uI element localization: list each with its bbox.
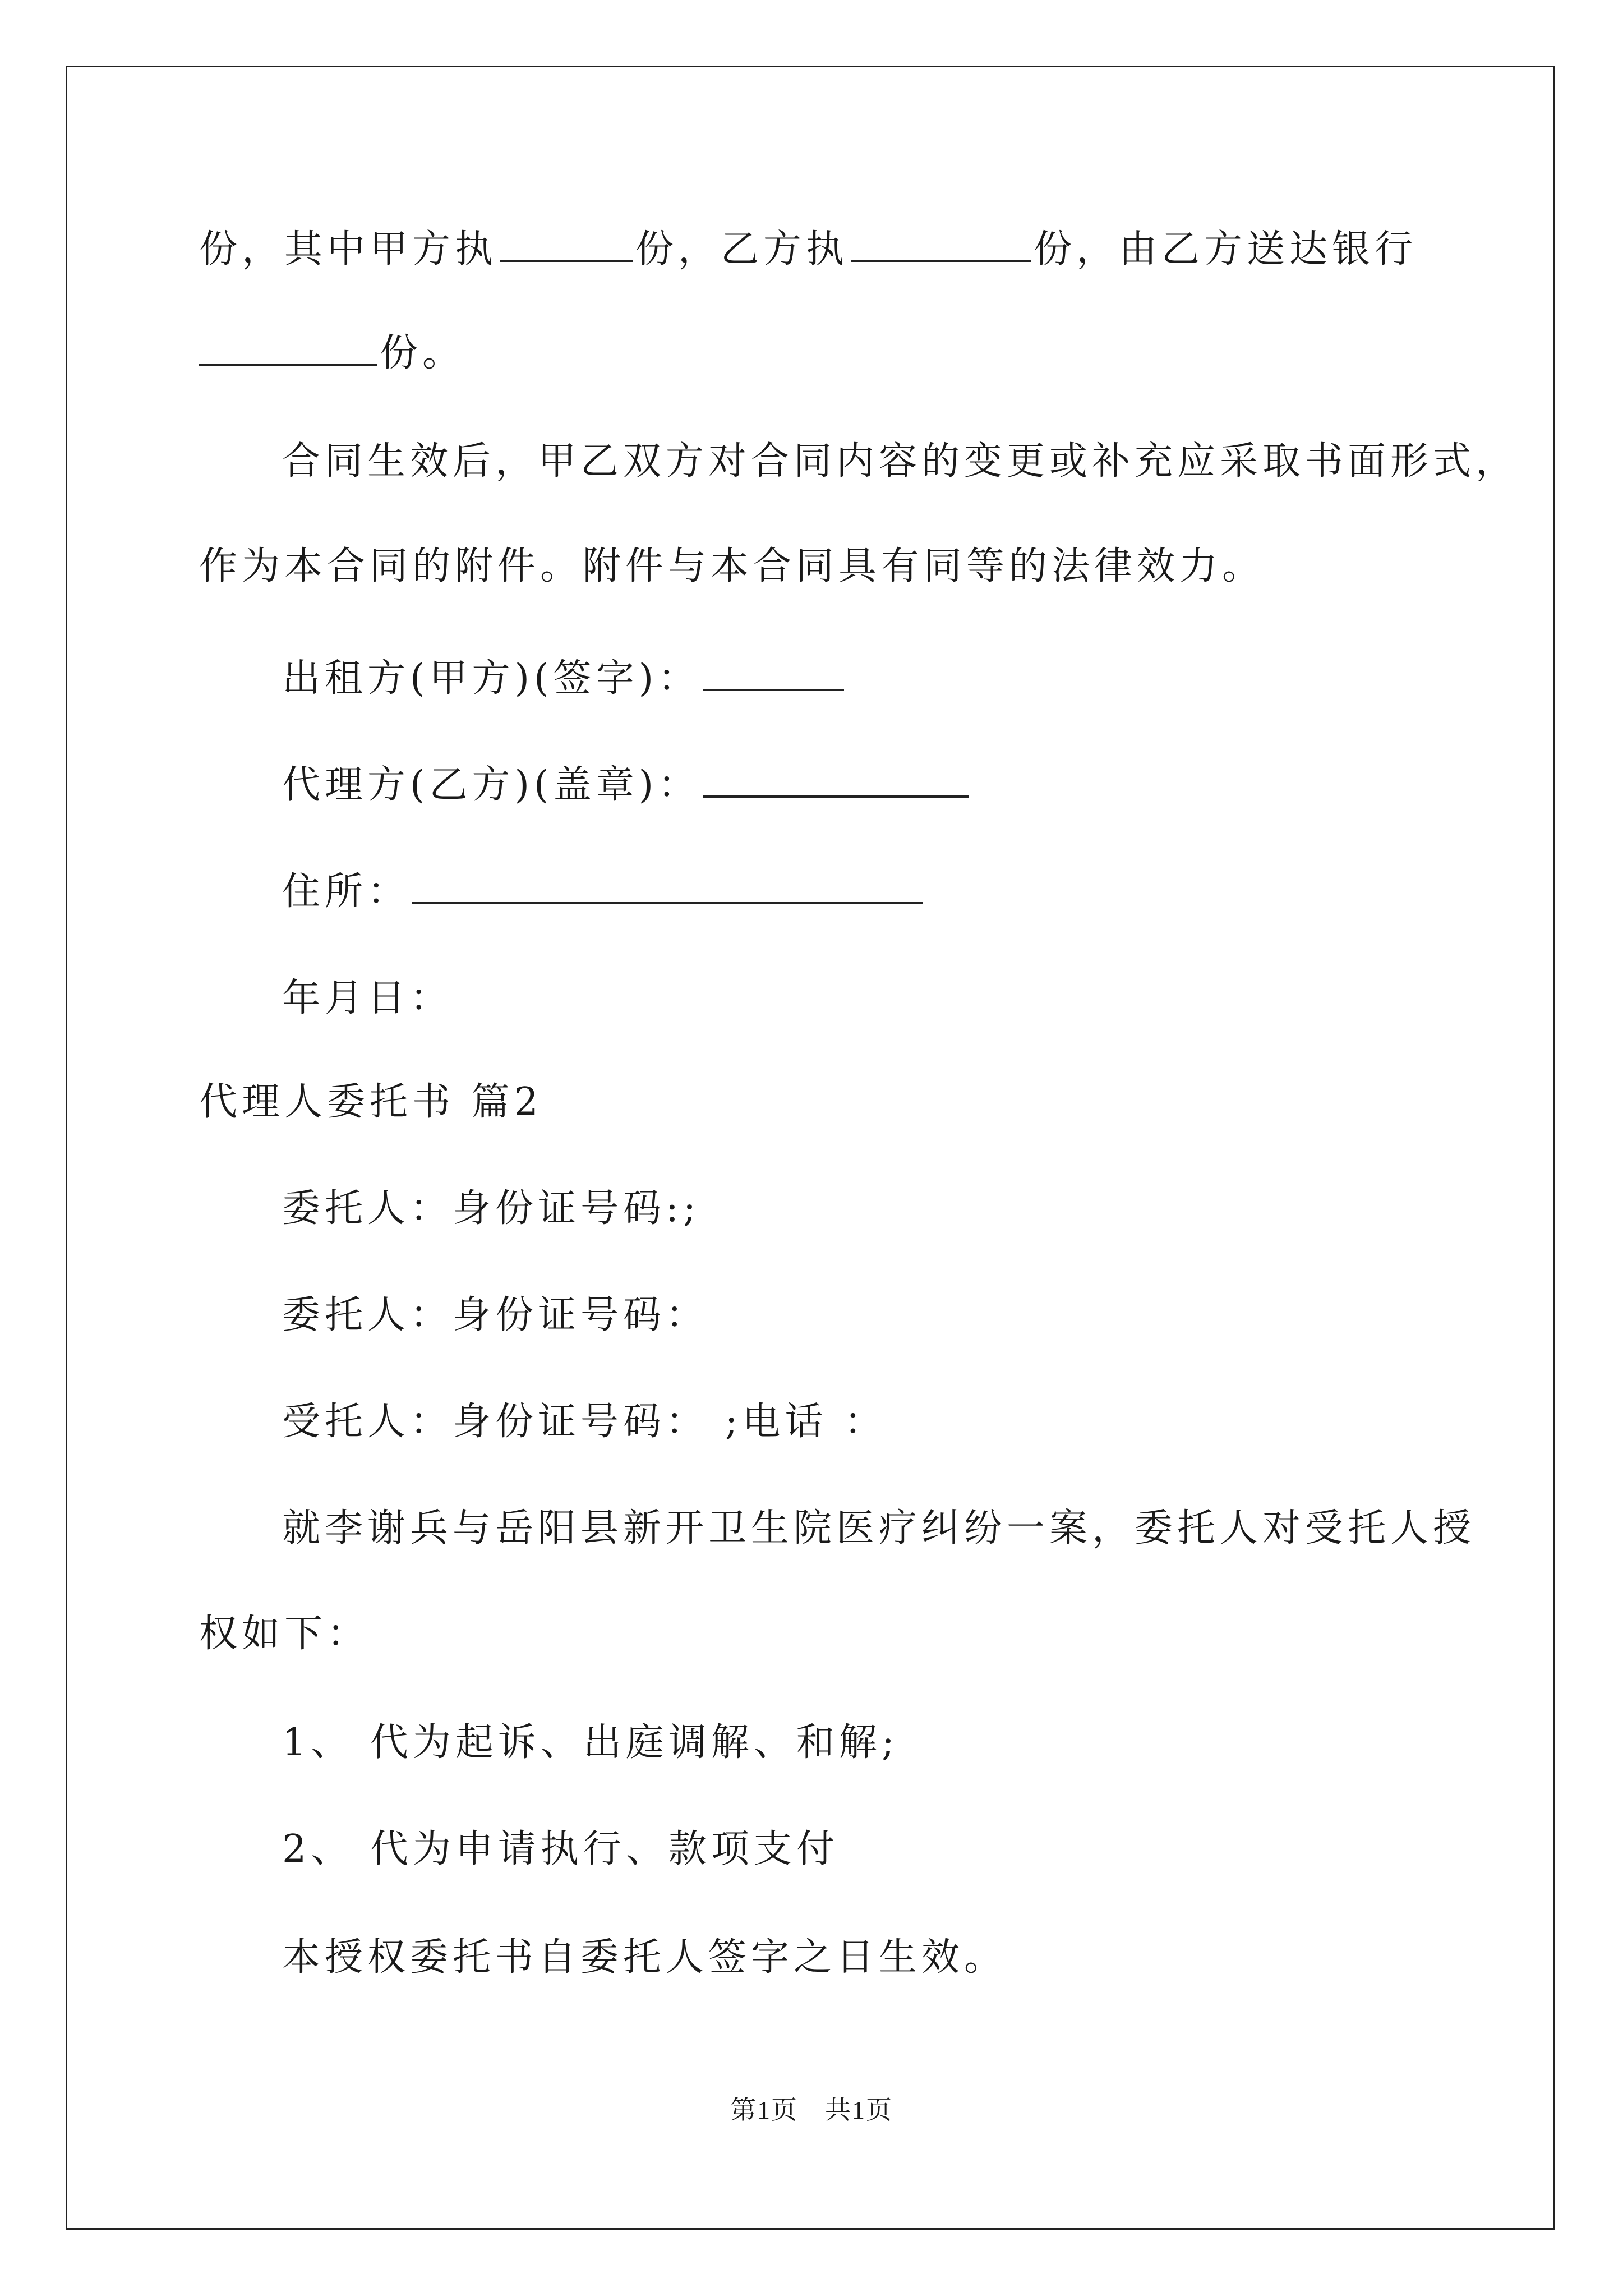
page-frame (66, 66, 1555, 2230)
address-blank (412, 868, 923, 904)
authority-item-1: 1、 代为起诉、出庭调解、和解; (282, 1720, 899, 1765)
section-heading: 代理人委托书 篇2 (199, 1080, 543, 1124)
agent-label: 代理方(乙方)(盖章)： (282, 763, 701, 807)
address-label: 住所： (282, 869, 411, 914)
copies-text-3: 份，由乙方送达银行 (1034, 227, 1418, 272)
page-footer: 第1页 共1页 (730, 2096, 893, 2124)
blank-party-a-copies (500, 226, 633, 262)
agent-seal-line (282, 760, 971, 811)
case-paragraph-line-1: 就李谢兵与岳阳县新开卫生院医疗纠纷一案，委托人对受托人授 (282, 1506, 1476, 1550)
amendment-paragraph-line-1: 合同生效后，甲乙双方对合同内容的变更或补充应采取书面形式， (282, 439, 1519, 484)
authority-item-2: 2、 代为申请执行、款项支付 (282, 1827, 839, 1871)
copies-text-4: 份。 (380, 331, 465, 375)
copies-paragraph-line-2 (199, 328, 465, 379)
principal-id-line-1: 委托人：身份证号码:; (282, 1186, 700, 1231)
lessor-signature-line (282, 654, 846, 704)
lessor-signature-blank (703, 655, 844, 691)
case-paragraph-line-2: 权如下： (199, 1612, 370, 1656)
copies-text-1: 份，其中甲方执 (199, 227, 498, 272)
agent-seal-blank (703, 762, 969, 798)
amendment-paragraph-line-2: 作为本合同的附件。附件与本合同具有同等的法律效力。 (199, 544, 1265, 588)
copies-text-2: 份，乙方执 (635, 227, 849, 272)
copies-paragraph-line-1 (199, 224, 1417, 275)
blank-party-b-copies (851, 226, 1031, 262)
address-line (282, 867, 925, 917)
trustee-id-line: 受托人：身份证号码： ;电话 ： (282, 1400, 887, 1444)
date-line: 年月日： (282, 976, 453, 1020)
effective-statement: 本授权委托书自委托人签字之日生效。 (282, 1935, 1007, 1980)
blank-bank-copies (199, 330, 377, 366)
lessor-label: 出租方(甲方)(签字)： (282, 656, 701, 701)
principal-id-line-2: 委托人：身份证号码： (282, 1293, 709, 1337)
